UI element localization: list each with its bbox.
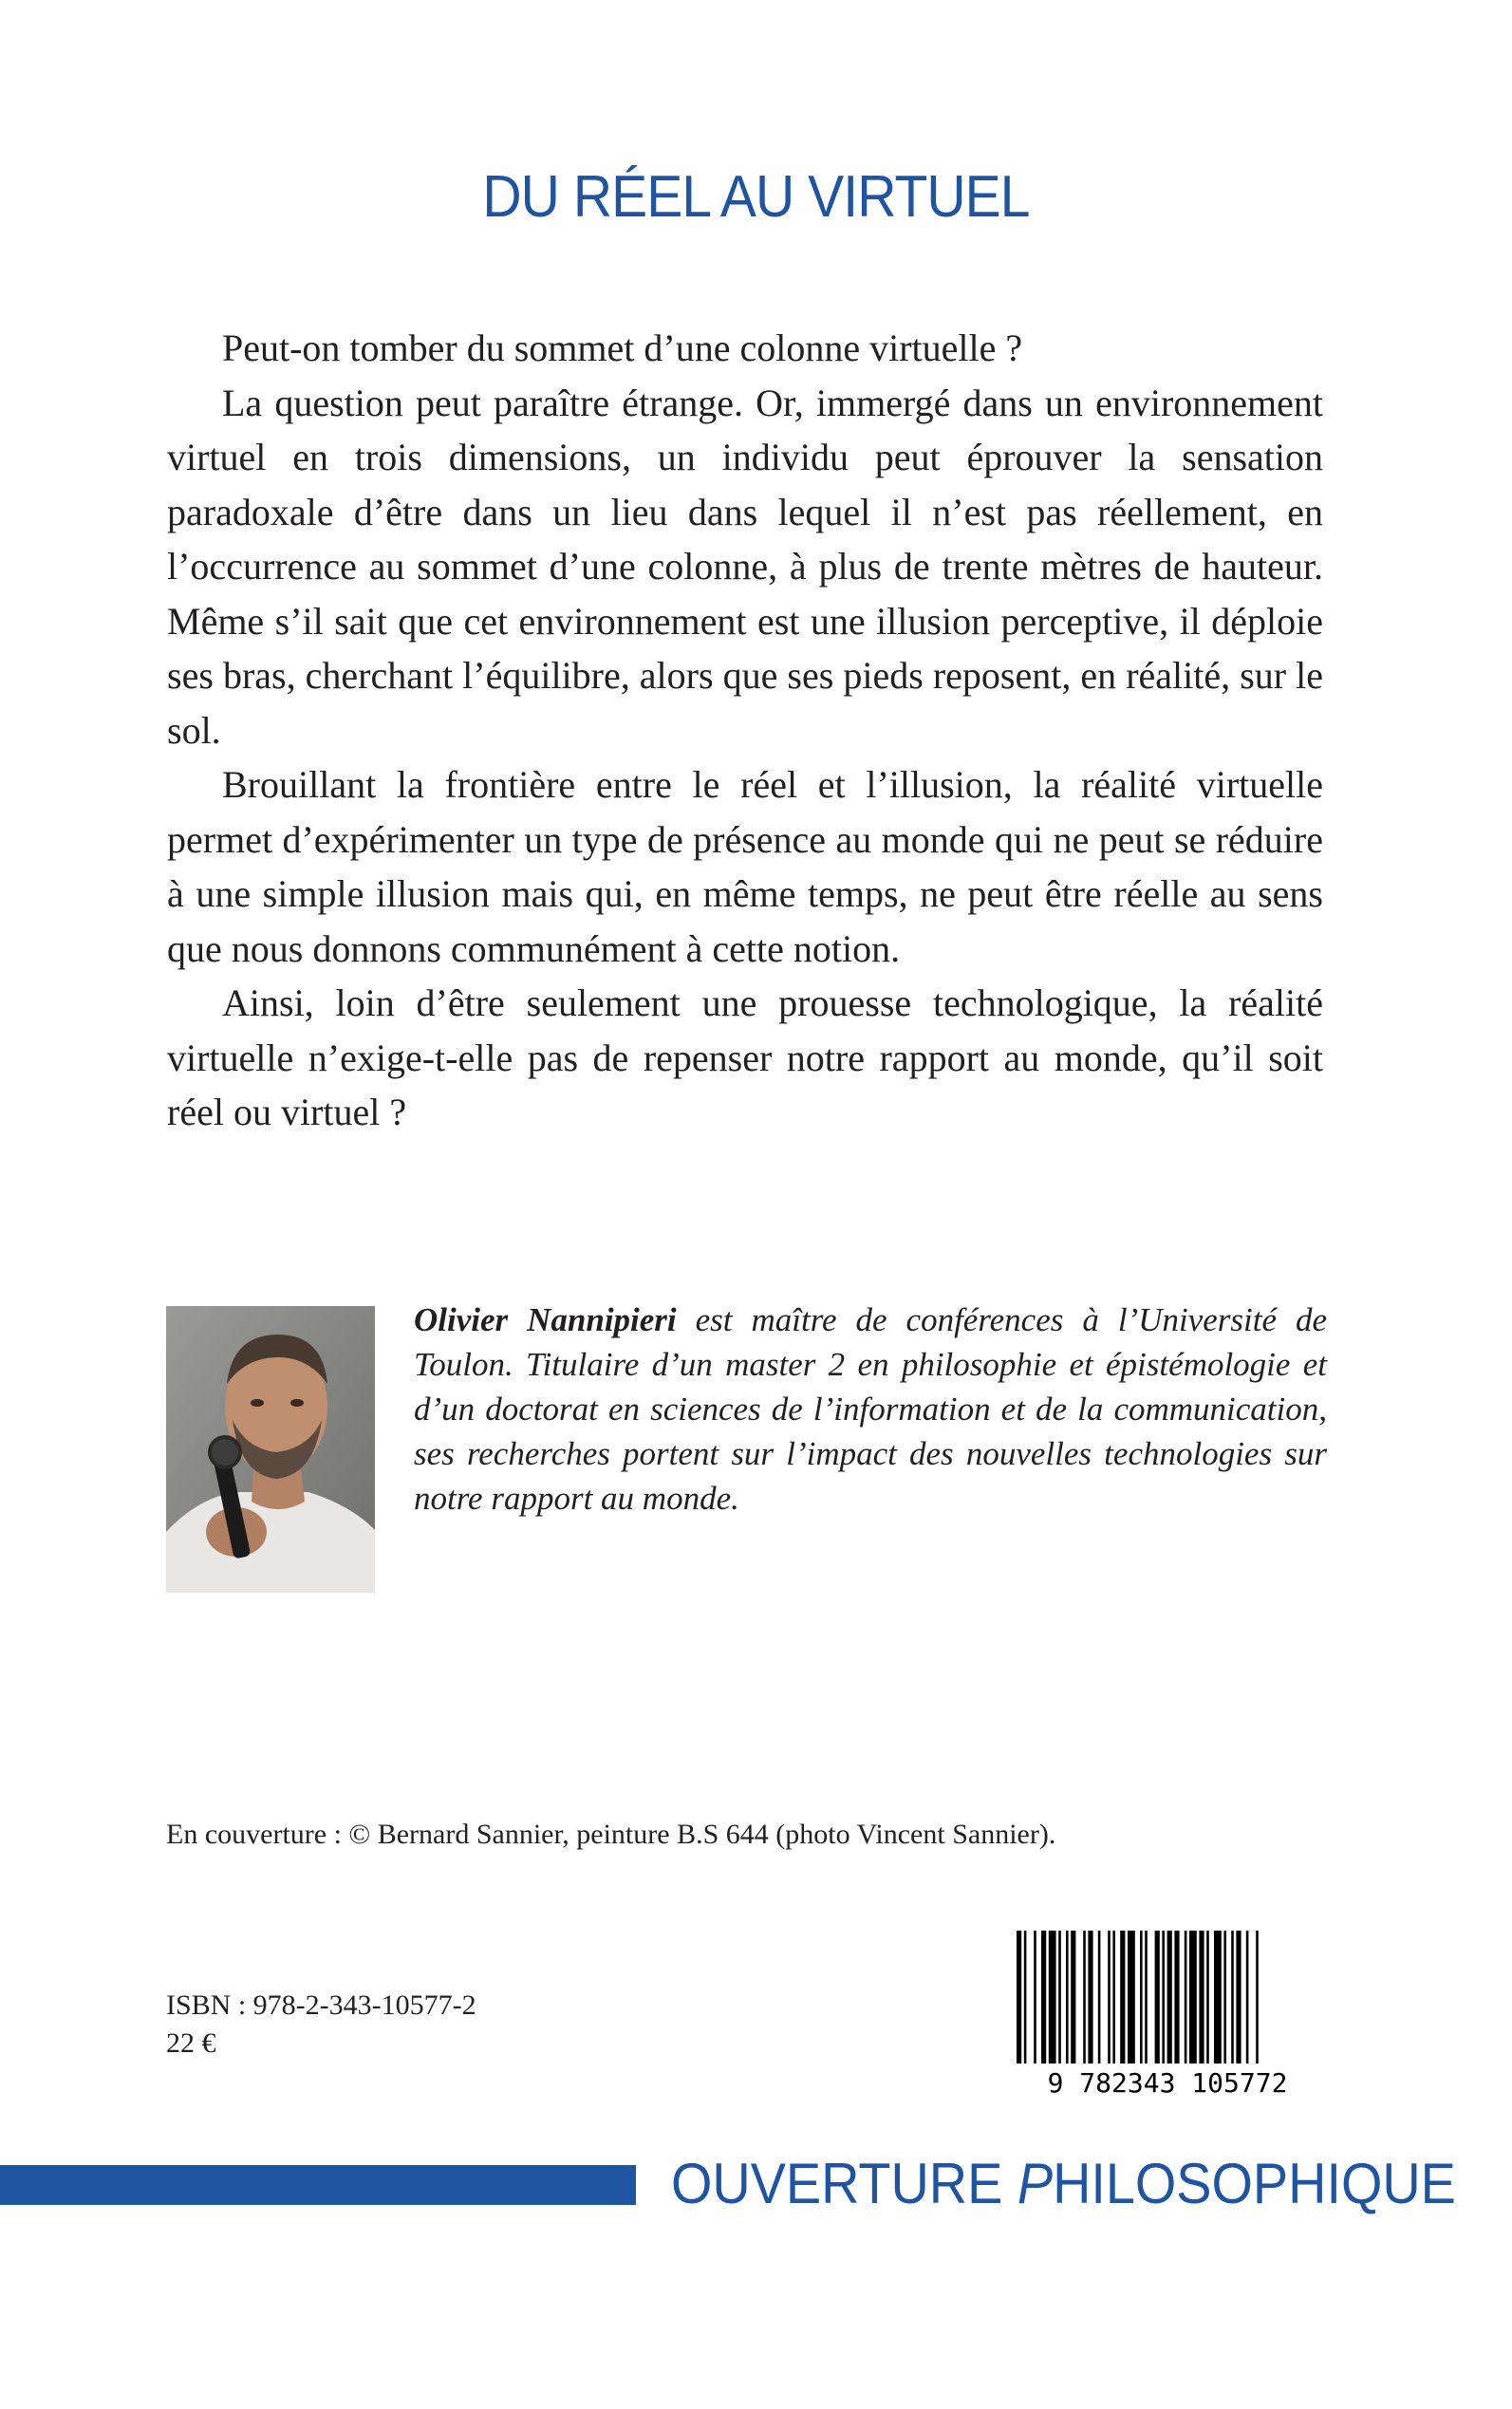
barcode-bar — [1083, 1931, 1086, 2064]
barcode-bar — [1066, 1931, 1069, 2064]
series-name-part: P — [1017, 2152, 1054, 2215]
barcode-bar — [1112, 1931, 1115, 2064]
cover-credit: En couverture : © Bernard Sannier, peinture B.S 644 (photo Vincent Sannier). — [166, 1819, 1056, 1850]
barcode-bar — [1155, 1931, 1160, 2064]
barcode-bar — [1024, 1931, 1027, 2064]
author-photo — [166, 1306, 375, 1593]
series-color-band — [0, 2165, 636, 2205]
barcode-bar — [1071, 1931, 1075, 2064]
barcode-bar — [1206, 1931, 1209, 2064]
barcode-bar — [1256, 1931, 1259, 2064]
back-cover-blurb — [167, 321, 1323, 1140]
blurb-paragraph: Ainsi, loin d’être seulement une prouesse technologique, la réalité virtuelle n’exige-t-elle pas de repenser notre rapport au monde, qu’il soit réel ou virtuel ? — [167, 981, 1323, 1133]
barcode-bar — [1199, 1931, 1204, 2064]
barcode-bar — [1223, 1931, 1226, 2064]
barcode-bar — [1140, 1931, 1143, 2064]
series-name — [671, 2151, 1456, 2216]
barcode-graphic — [1009, 1927, 1326, 2098]
barcode-bar — [1185, 1931, 1187, 2064]
barcode-bar — [1246, 1931, 1249, 2064]
price: 22 € — [166, 2027, 216, 2059]
barcode-bar — [1049, 1931, 1056, 2064]
series-name-part: OUVERTURE — [671, 2152, 1017, 2215]
blurb-paragraph: Peut-on tomber du sommet d’une colonne virtuelle ? — [222, 327, 1023, 369]
barcode-bar — [1034, 1931, 1036, 2064]
barcode-bar — [1167, 1931, 1172, 2064]
barcode — [1009, 1927, 1326, 2098]
barcode-bar — [1088, 1931, 1092, 2064]
barcode-bar — [1017, 1931, 1021, 2064]
barcode-bar — [1108, 1931, 1111, 2064]
barcode-bar — [1236, 1931, 1241, 2064]
series-name-part: HILOSOPHIQUE — [1053, 2152, 1456, 2215]
blurb-paragraph: Brouillant la frontière entre le réel et l’illusion, la réalité virtuelle permet d’expérimenter un type de présence au monde qui ne peut se réduire à une simple illusion mais qui, en même temps, ne peut être réelle au sens que nous donnons communément à cette notion. — [167, 763, 1323, 970]
barcode-bar — [1231, 1931, 1234, 2064]
barcode-bar — [1145, 1931, 1148, 2064]
author-bio — [414, 1298, 1327, 1521]
author-bio-text: est maître de conférences à l’Université de Toulon. Titulaire d’un master 2 en philosophie et épistémologie et d’un doctorat en sciences de l’information et de la communication, ses recherches portent sur l’impact des nouvelles technologies sur notre rapport au monde. — [414, 1301, 1327, 1517]
barcode-bar — [1162, 1931, 1165, 2064]
book-title: DU RÉEL AU VIRTUEL — [482, 164, 1030, 230]
barcode-bar — [1120, 1931, 1125, 2064]
barcode-bar — [1214, 1931, 1222, 2064]
barcode-bar — [1041, 1931, 1046, 2064]
barcode-digits: 9 782343 105772 — [1047, 2067, 1288, 2098]
barcode-bar — [1189, 1931, 1197, 2064]
author-name: Olivier Nannipieri — [414, 1301, 677, 1338]
isbn: ISBN : 978-2-343-10577-2 — [166, 1989, 476, 2021]
barcode-bar — [1058, 1931, 1061, 2064]
blurb-paragraph: La question peut paraître étrange. Or, immergé dans un environnement virtuel en trois dimensions, un individu peut éprouver la sensation paradoxale d’être dans un lieu dans lequel il n’est pas réellement, en l’occurrence au sommet d’une colonne, à plus de trente mètres de hauteur. Même s’il sait que cet environnement est une illusion perceptive, il déploie ses bras, cherchant l’équilibre, alors que ses pieds reposent, en réalité, sur le sol. — [167, 381, 1323, 752]
barcode-bar — [1128, 1931, 1135, 2064]
barcode-bar — [1174, 1931, 1179, 2064]
barcode-bar — [1098, 1931, 1101, 2064]
